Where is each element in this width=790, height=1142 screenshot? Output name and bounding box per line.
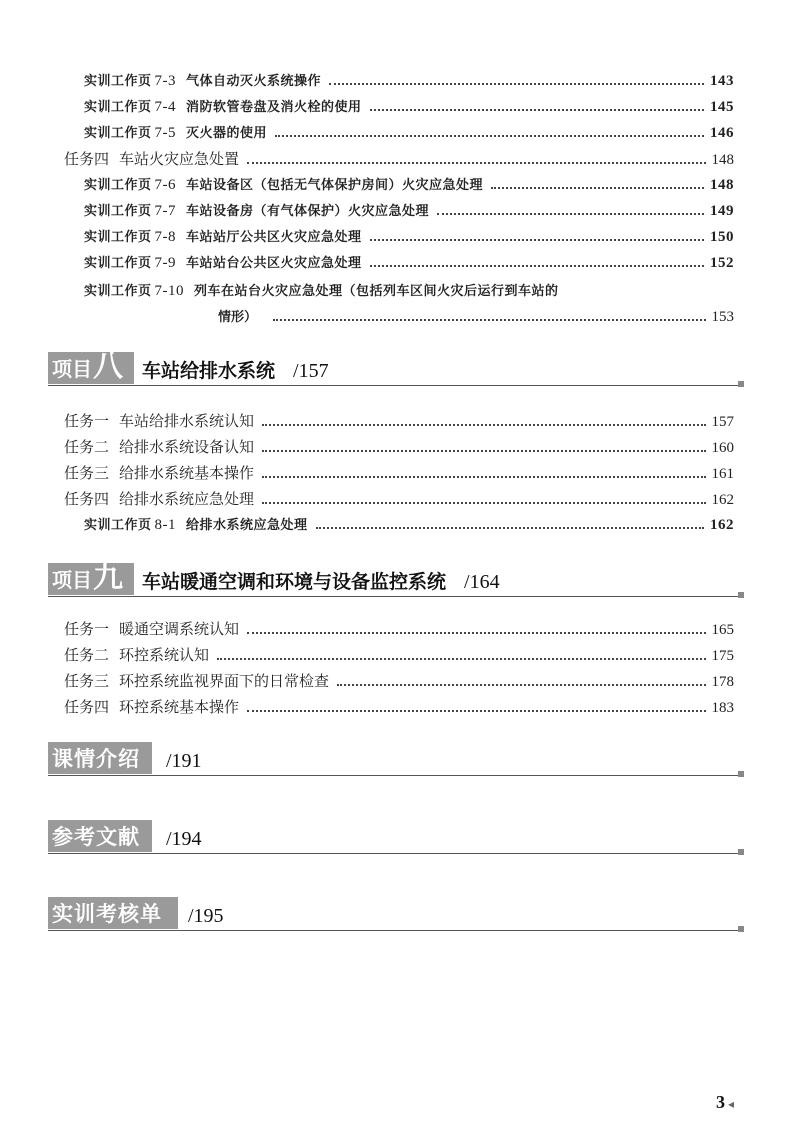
section-tag: 参考文献 bbox=[48, 820, 152, 852]
section-references[interactable] bbox=[48, 820, 738, 854]
leader-dots bbox=[437, 213, 704, 215]
rule-end-marker bbox=[738, 771, 744, 777]
section-tag: 实训考核单 bbox=[48, 897, 178, 929]
section-page: /191 bbox=[166, 750, 202, 772]
toc-entry-p8-task-3[interactable]: 任务三 给排水系统基本操作 161 bbox=[64, 464, 734, 482]
toc-entry-p9-task-2[interactable]: 任务二 环控系统认知 175 bbox=[64, 646, 734, 664]
toc-entry-p8-task-4[interactable]: 任务四 给排水系统应急处理 162 bbox=[64, 490, 734, 508]
page-arrow-icon: ◂ bbox=[727, 1097, 734, 1111]
toc-entry-task-4[interactable]: 任务四 车站火灾应急处置 148 bbox=[64, 150, 734, 168]
toc-entry-p8-task-2[interactable]: 任务二 给排水系统设备认知 160 bbox=[64, 438, 734, 456]
leader-dots bbox=[262, 476, 705, 478]
toc-entry-ws-7-6[interactable]: 实训工作页 7-6 车站设备区（包括无气体保护房间）火灾应急处理 148 bbox=[84, 177, 734, 193]
leader-dots bbox=[370, 265, 704, 267]
leader-dots bbox=[275, 135, 704, 137]
toc-entry-p9-task-1[interactable]: 任务一 暖通空调系统认知 165 bbox=[64, 620, 734, 638]
header-rule bbox=[48, 385, 738, 386]
section-page: /194 bbox=[166, 828, 202, 850]
project-8-title: 车站给排水系统 /157 bbox=[142, 360, 329, 382]
leader-dots bbox=[273, 319, 705, 321]
toc-entry-ws-8-1[interactable]: 实训工作页 8-1 给排水系统应急处理 162 bbox=[84, 517, 734, 533]
toc-entry-p9-task-4[interactable]: 任务四 环控系统基本操作 183 bbox=[64, 698, 734, 716]
leader-dots bbox=[491, 187, 704, 189]
leader-dots bbox=[262, 450, 705, 452]
leader-dots bbox=[247, 710, 705, 712]
leader-dots bbox=[370, 239, 704, 241]
section-assessment-sheet[interactable] bbox=[48, 897, 738, 931]
section-tag: 课情介绍 bbox=[48, 742, 152, 774]
leader-dots bbox=[217, 658, 705, 660]
rule-end-marker bbox=[738, 381, 744, 387]
toc-entry-ws-7-3[interactable]: 实训工作页 7-3 气体自动灭火系统操作 143 bbox=[84, 73, 734, 89]
leader-dots bbox=[247, 632, 705, 634]
leader-dots bbox=[262, 424, 705, 426]
header-rule bbox=[48, 853, 738, 854]
header-rule bbox=[48, 596, 738, 597]
leader-dots bbox=[337, 684, 705, 686]
toc-entry-p9-task-3[interactable]: 任务三 环控系统监视界面下的日常检查 178 bbox=[64, 672, 734, 690]
header-rule bbox=[48, 775, 738, 776]
toc-entry-p8-task-1[interactable]: 任务一 车站给排水系统认知 157 bbox=[64, 412, 734, 430]
leader-dots bbox=[262, 502, 705, 504]
section-course-intro[interactable] bbox=[48, 742, 738, 776]
project-9-tag: 项目 九 bbox=[48, 563, 134, 595]
leader-dots bbox=[370, 109, 704, 111]
toc-entry-ws-7-8[interactable]: 实训工作页 7-8 车站站厅公共区火灾应急处理 150 bbox=[84, 229, 734, 245]
leader-dots bbox=[329, 83, 704, 85]
rule-end-marker bbox=[738, 592, 744, 598]
leader-dots bbox=[316, 527, 704, 529]
section-page: /195 bbox=[188, 905, 224, 927]
page-number: 3 ◂ bbox=[715, 1092, 734, 1112]
rule-end-marker bbox=[738, 849, 744, 855]
project-9-header[interactable] bbox=[48, 560, 738, 597]
project-8-header[interactable] bbox=[48, 349, 738, 386]
toc-entry-ws-7-10[interactable]: 实训工作页 7-10 列车在站台火灾应急处理（包括列车区间火灾后运行到车站的 bbox=[84, 283, 559, 299]
project-9-title: 车站暖通空调和环境与设备监控系统 /164 bbox=[142, 571, 500, 593]
toc-entry-ws-7-7[interactable]: 实训工作页 7-7 车站设备房（有气体保护）火灾应急处理 149 bbox=[84, 203, 734, 219]
toc-entry-ws-7-9[interactable]: 实训工作页 7-9 车站站台公共区火灾应急处理 152 bbox=[84, 255, 734, 271]
toc-entry-ws-7-5[interactable]: 实训工作页 7-5 灭火器的使用 146 bbox=[84, 125, 734, 141]
rule-end-marker bbox=[738, 926, 744, 932]
header-rule bbox=[48, 930, 738, 931]
project-8-tag: 项目 八 bbox=[48, 352, 134, 384]
toc-entry-ws-7-4[interactable]: 实训工作页 7-4 消防软管卷盘及消火栓的使用 145 bbox=[84, 99, 734, 115]
leader-dots bbox=[247, 162, 705, 164]
toc-entry-ws-7-10-continued[interactable]: 情形） 153 bbox=[218, 309, 734, 325]
